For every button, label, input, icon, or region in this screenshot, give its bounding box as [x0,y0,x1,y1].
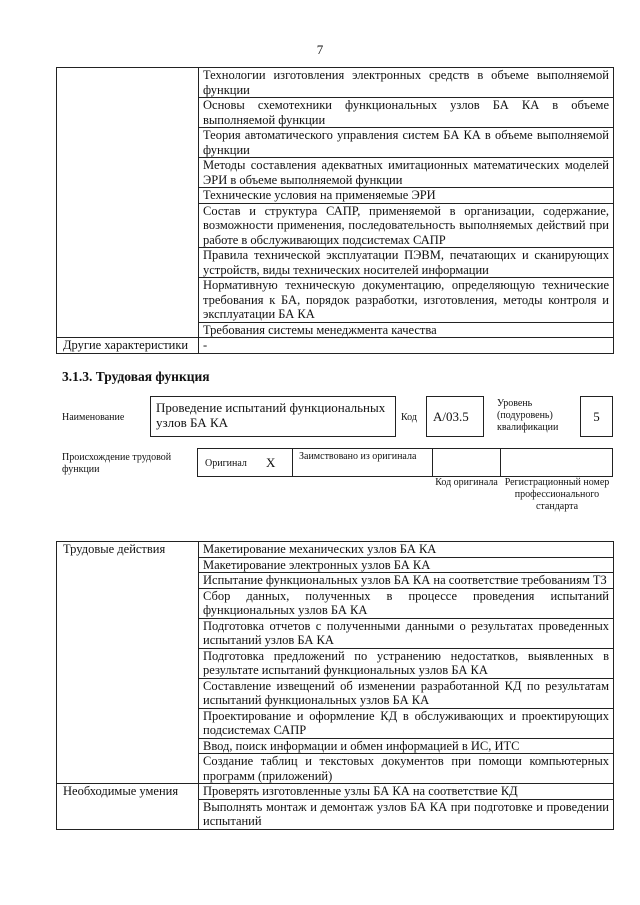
registration-number-box [500,448,613,477]
other-characteristics-value: - [199,338,614,354]
table-cell: Ввод, поиск информации и обмен информацией в ИС, ИТС [199,738,614,754]
table-cell: Проверять изготовленные узлы БА КА на соответствие КД [199,784,614,800]
table-cell: Подготовка предложений по устранению недостатков, выявленных в результате испытаний функциональных узлов БА КА [199,648,614,678]
table-cell: Теория автоматического управления систем БА КА в объеме выполняемой функции [199,128,614,158]
table-cell: Испытание функциональных узлов БА КА на соответствие требованиям ТЗ [199,573,614,589]
level-label: Уровень (подуровень) квалификации [497,398,559,433]
borrowed-box [292,448,433,477]
origin-code-caption: Код оригинала [435,477,498,488]
table-cell: Состав и структура САПР, применяемой в организации, содержание, возможности применения, последовательность выполняемых действий при работе в обслуживающих подсистемах САПР [199,203,614,248]
table-cell: Нормативную техническую документацию, определяющую технические требования к БА, порядок разработки, изготовления, методы контроля и эксплуатации БА КА [199,278,614,323]
name-box [150,396,396,437]
table-cell: Технологии изготовления электронных средств в объеме выполняемой функции [199,68,614,98]
table-cell: Проектирование и оформление КД в обслуживающих и проектирующих подсистемах САПР [199,708,614,738]
table-row [57,338,614,354]
registration-number-caption: Регистрационный номер профессионального стандарта [504,477,610,512]
table-cell: Создание таблиц и текстовых документов при помощи компьютерных программ (приложений) [199,754,614,784]
borrowed-label: Заимствовано из оригинала [299,451,417,462]
labor-actions-table [56,541,614,830]
skills-label: Необходимые умения [57,784,199,830]
code-value: А/03.5 [433,409,469,424]
table-cell: Макетирование механических узлов БА КА [199,542,614,558]
origin-label: Происхождение трудовой функции [62,452,172,475]
table-cell: Макетирование электронных узлов БА КА [199,557,614,573]
original-box [197,448,293,477]
table-cell: Правила технической эксплуатации ПЭВМ, печатающих и сканирующих устройств, виды технических носителей информации [199,248,614,278]
table-cell: Основы схемотехники функциональных узлов БА КА в объеме выполняемой функции [199,98,614,128]
table-cell: Выполнять монтаж и демонтаж узлов БА КА при подготовке и проведении испытаний [199,799,614,829]
code-box [426,396,484,437]
table-left-cell [57,68,199,338]
other-characteristics-label: Другие характеристики [57,338,199,354]
original-label: Оригинал [205,458,247,469]
code-label: Код [401,412,417,423]
knowledge-table [56,67,614,354]
table-cell: Подготовка отчетов с полученными данными о результатах проведенных испытаний узлов БА КА [199,618,614,648]
origin-code-box [432,448,501,477]
table-cell: Составление извещений об изменении разработанной КД по результатам испытаний функциональных узлов БА КА [199,678,614,708]
table-cell: Требования системы менеджмента качества [199,322,614,338]
table-cell: Методы составления адекватных имитационных математических моделей ЭРИ в объеме выполняемой функции [199,158,614,188]
original-mark: X [266,455,276,470]
table-cell: Технические условия на применяемые ЭРИ [199,188,614,204]
level-box [580,396,613,437]
table-cell: Сбор данных, полученных в процессе проведения испытаний функциональных узлов БА КА [199,588,614,618]
table-row [57,784,614,800]
page-number: 7 [316,42,324,57]
level-value: 5 [593,409,600,424]
name-value: Проведение испытаний функциональных узлов БА КА [156,400,386,430]
section-heading: 3.1.3. Трудовая функция [62,369,210,384]
labor-actions-label: Трудовые действия [57,542,199,784]
table-row [57,542,614,558]
table-row [57,68,614,98]
name-label: Наименование [62,412,125,423]
